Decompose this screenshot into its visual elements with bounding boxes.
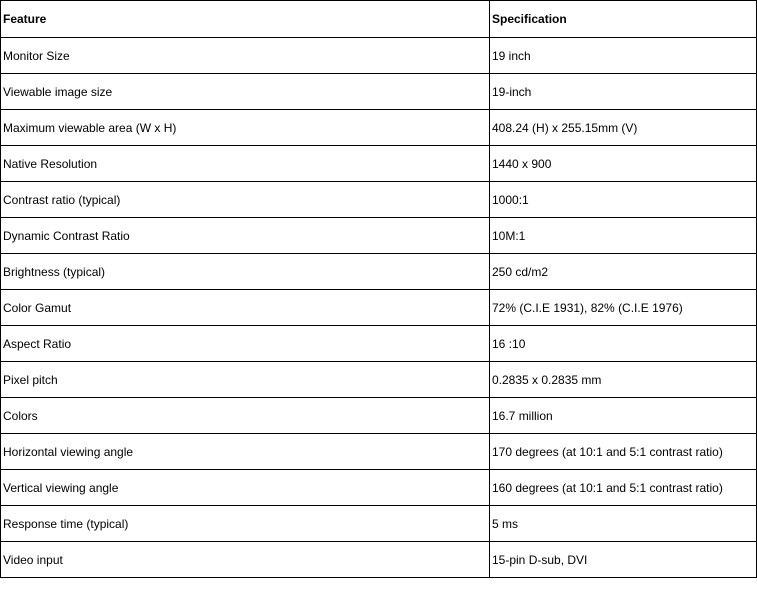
table-row <box>1 398 757 434</box>
table-row <box>1 362 757 398</box>
table-row <box>1 326 757 362</box>
specification-cell: 160 degrees (at 10:1 and 5:1 contrast ratio) <box>490 470 757 506</box>
specification-cell: 16.7 million <box>490 398 757 434</box>
table-row <box>1 38 757 74</box>
specification-cell: 19-inch <box>490 74 757 110</box>
table-row <box>1 290 757 326</box>
table-row <box>1 182 757 218</box>
specification-cell: 19 inch <box>490 38 757 74</box>
feature-cell: Aspect Ratio <box>1 326 490 362</box>
table-row <box>1 218 757 254</box>
feature-cell: Contrast ratio (typical) <box>1 182 490 218</box>
table-row <box>1 146 757 182</box>
feature-cell: Pixel pitch <box>1 362 490 398</box>
feature-cell: Native Resolution <box>1 146 490 182</box>
feature-cell: Response time (typical) <box>1 506 490 542</box>
table-row <box>1 74 757 110</box>
feature-cell: Vertical viewing angle <box>1 470 490 506</box>
feature-cell: Viewable image size <box>1 74 490 110</box>
header-feature: Feature <box>1 1 490 38</box>
table-row <box>1 254 757 290</box>
specification-cell: 1440 x 900 <box>490 146 757 182</box>
table-row <box>1 110 757 146</box>
specification-cell: 408.24 (H) x 255.15mm (V) <box>490 110 757 146</box>
specification-cell: 16 :10 <box>490 326 757 362</box>
feature-cell: Monitor Size <box>1 38 490 74</box>
header-specification: Specification <box>490 1 757 38</box>
specification-cell: 170 degrees (at 10:1 and 5:1 contrast ratio) <box>490 434 757 470</box>
table-row <box>1 506 757 542</box>
table-header-row <box>1 1 757 38</box>
table-row <box>1 542 757 578</box>
feature-cell: Horizontal viewing angle <box>1 434 490 470</box>
feature-cell: Color Gamut <box>1 290 490 326</box>
table-row <box>1 470 757 506</box>
table-row <box>1 434 757 470</box>
feature-cell: Video input <box>1 542 490 578</box>
specification-cell: 10M:1 <box>490 218 757 254</box>
feature-cell: Colors <box>1 398 490 434</box>
specification-cell: 15-pin D-sub, DVI <box>490 542 757 578</box>
feature-cell: Brightness (typical) <box>1 254 490 290</box>
specification-cell: 5 ms <box>490 506 757 542</box>
specification-cell: 1000:1 <box>490 182 757 218</box>
specification-cell: 250 cd/m2 <box>490 254 757 290</box>
specification-cell: 0.2835 x 0.2835 mm <box>490 362 757 398</box>
specification-cell: 72% (C.I.E 1931), 82% (C.I.E 1976) <box>490 290 757 326</box>
feature-cell: Maximum viewable area (W x H) <box>1 110 490 146</box>
feature-cell: Dynamic Contrast Ratio <box>1 218 490 254</box>
